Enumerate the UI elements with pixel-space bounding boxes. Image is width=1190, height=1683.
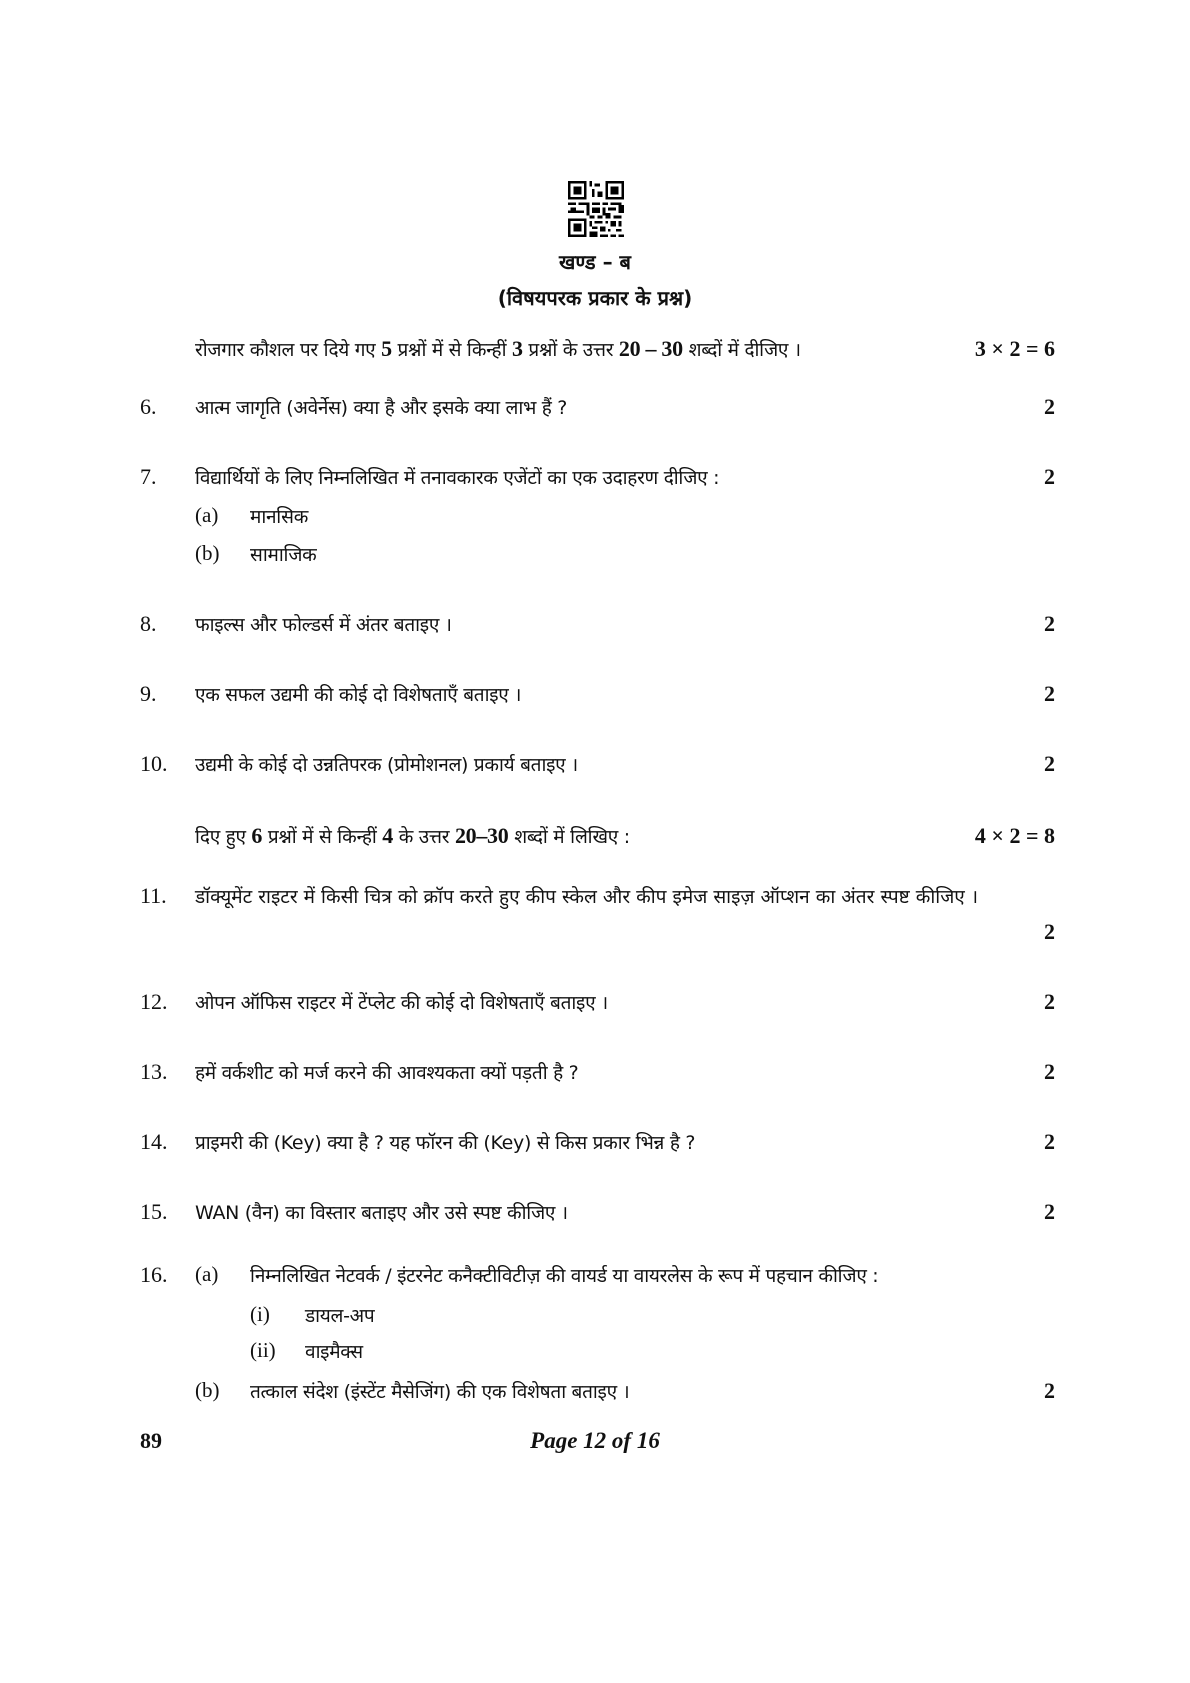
section-title: खण्ड – ब — [559, 250, 631, 274]
question-number: 10. — [140, 751, 168, 776]
question-9 — [140, 681, 1055, 711]
question-16-item-ii — [140, 1338, 1055, 1368]
option-text: मानसिक — [250, 506, 308, 528]
question-7 — [140, 464, 1055, 494]
part-label: (b) — [195, 1378, 220, 1402]
question-number: 16. — [140, 1262, 168, 1287]
part-label: (a) — [195, 1262, 219, 1286]
question-text: डॉक्यूमेंट राइटर में किसी चित्र को क्रॉप करते हुए कीप स्केल और कीप इमेज साइज़ ऑप्शन का अंतर स्पष्ट कीजिए । — [195, 886, 979, 908]
question-number: 15. — [140, 1199, 168, 1224]
question-text: WAN (वैन) का विस्तार बताइए और उसे स्पष्ट कीजिए । — [195, 1202, 568, 1224]
question-number: 9. — [140, 681, 157, 706]
question-text: उद्यमी के कोई दो उन्नतिपरक (प्रोमोशनल) प्रकार्य बताइए । — [195, 754, 578, 776]
question-text: फाइल्स और फोल्डर्स में अंतर बताइए । — [195, 614, 452, 636]
question-marks: 2 — [1044, 611, 1055, 636]
question-text: आत्म जागृति (अवेर्नेस) क्या है और इसके क्या लाभ हैं ? — [195, 397, 568, 419]
question-13 — [140, 1059, 1055, 1089]
item-text: वाइमैक्स — [305, 1341, 363, 1363]
question-marks: 2 — [1044, 1059, 1055, 1084]
item-label: (i) — [250, 1302, 270, 1326]
instruction-text: दिए हुए 6 प्रश्नों में से किन्हीं 4 के उत्तर 20–30 शब्दों में लिखिए : — [195, 823, 630, 848]
question-10 — [140, 751, 1055, 781]
question-number: 8. — [140, 611, 157, 636]
part-text: निम्नलिखित नेटवर्क / इंटरनेट कनैक्टीविटीज़ की वायर्ड या वायरलेस के रूप में पहचान कीजिए : — [250, 1265, 879, 1287]
question-text: ओपन ऑफिस राइटर में टेंप्लेट की कोई दो विशेषताएँ बताइए । — [195, 992, 608, 1014]
question-number: 7. — [140, 464, 157, 489]
question-12 — [140, 989, 1055, 1019]
question-16-part-a — [140, 1262, 1055, 1292]
section-subtitle: (विषयपरक प्रकार के प्रश्न) — [497, 286, 693, 310]
instruction-group-1 — [195, 336, 1055, 366]
item-label: (ii) — [250, 1338, 276, 1362]
question-marks: 2 — [1044, 681, 1055, 706]
part-text: तत्काल संदेश (इंस्टेंट मैसेजिंग) की एक विशेषता बताइए । — [250, 1381, 630, 1403]
question-marks: 2 — [1044, 394, 1055, 419]
question-text: प्राइमरी की (Key) क्या है ? यह फॉरन की (Key) से किस प्रकार भिन्न है ? — [195, 1132, 696, 1154]
question-15 — [140, 1199, 1055, 1229]
question-marks: 2 — [1044, 989, 1055, 1014]
question-14 — [140, 1129, 1055, 1159]
instruction-marks: 3 × 2 = 6 — [974, 336, 1055, 361]
question-7-option-b — [140, 541, 1055, 571]
question-text: हमें वर्कशीट को मर्ज करने की आवश्यकता क्यों पड़ती है ? — [195, 1062, 579, 1084]
instruction-marks: 4 × 2 = 8 — [974, 823, 1055, 848]
qr-code-icon — [568, 181, 624, 237]
question-marks: 2 — [1044, 751, 1055, 776]
question-6 — [140, 394, 1055, 424]
option-text: सामाजिक — [250, 544, 317, 566]
question-marks: 2 — [1044, 1378, 1055, 1403]
question-16-part-b — [140, 1378, 1055, 1408]
question-text: एक सफल उद्यमी की कोई दो विशेषताएँ बताइए । — [195, 684, 522, 706]
question-11 — [140, 883, 1055, 955]
question-marks: 2 — [1044, 1199, 1055, 1224]
question-16-item-i — [140, 1302, 1055, 1332]
question-number: 12. — [140, 989, 168, 1014]
instruction-group-2 — [195, 823, 1055, 853]
question-number: 11. — [140, 883, 167, 908]
question-marks: 2 — [1044, 1129, 1055, 1154]
question-7-option-a — [140, 503, 1055, 533]
question-number: 13. — [140, 1059, 168, 1084]
question-number: 6. — [140, 394, 157, 419]
paper-code: 89 — [140, 1428, 162, 1453]
item-text: डायल-अप — [305, 1305, 375, 1327]
question-marks: 2 — [1044, 464, 1055, 489]
question-marks: 2 — [1044, 919, 1055, 944]
option-label: (a) — [195, 503, 219, 527]
page-number: Page 12 of 16 — [530, 1428, 660, 1453]
instruction-text: रोजगार कौशल पर दिये गए 5 प्रश्नों में से किन्हीं 3 प्रश्नों के उत्तर 20 – 30 शब्दों में दीजिए । — [195, 336, 801, 361]
question-text: विद्यार्थियों के लिए निम्नलिखित में तनावकारक एजेंटों का एक उदाहरण दीजिए : — [195, 467, 720, 489]
question-number: 14. — [140, 1129, 168, 1154]
question-8 — [140, 611, 1055, 641]
option-label: (b) — [195, 541, 220, 565]
